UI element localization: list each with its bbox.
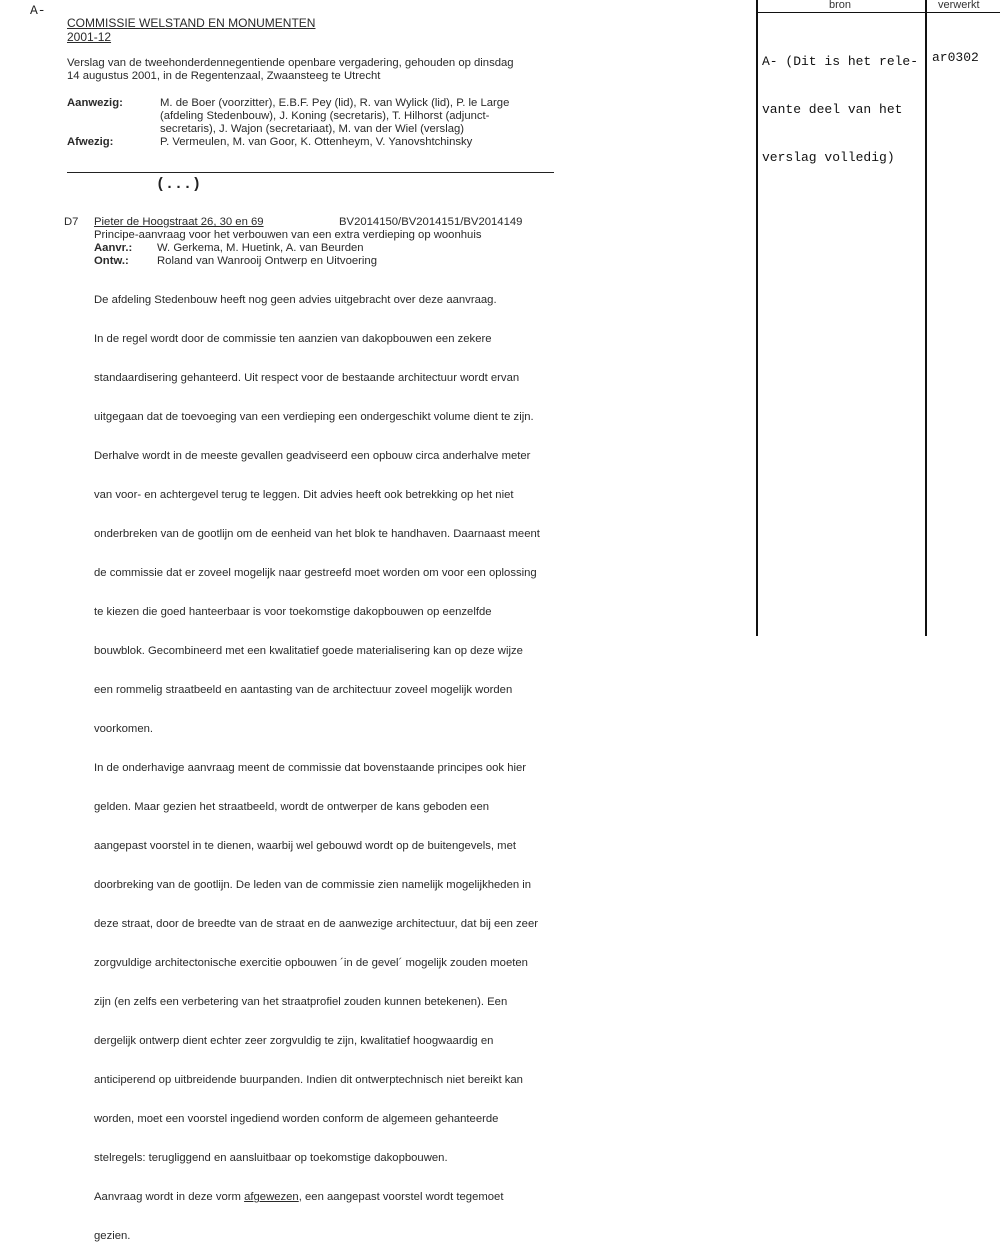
corner-mark: A- [30, 3, 46, 18]
item-subject: Principe-aanvraag voor het verbouwen van een extra verdieping op woonhuis [94, 229, 482, 241]
body-line: de commissie dat er zoveel mogelijk naar gestreefd moet worden om voor een oplossing [94, 567, 537, 579]
body-line: stelregels: terugliggend en aansluitbaar op toekomstige dakopbouwen. [94, 1152, 448, 1164]
body-line: zorgvuldige architectonische exercitie opbouwen ´in de gevel´ mogelijk zouden moeten [94, 957, 528, 969]
designer-name: Roland van Wanrooij Ontwerp en Uitvoering [157, 255, 377, 267]
absent-list: P. Vermeulen, M. van Goor, K. Ottenheym, V. Yanovshtchinsky [160, 136, 473, 148]
intro-line: 14 augustus 2001, in de Regentenzaal, Zwaansteeg te Utrecht [67, 70, 381, 82]
item-body [94, 268, 540, 1256]
bron-column-header: bron [829, 0, 852, 11]
body-line: worden, moet een voorstel ingediend worden conform de algemeen gehanteerde [94, 1113, 499, 1125]
table-header-rule [756, 12, 1000, 13]
body-line: deze straat, door de breedte van de straat en de aanwezige architectuur, dat bij een zeer [94, 918, 539, 930]
designer-label: Ontw.: [94, 255, 129, 267]
absent-label: Afwezig: [67, 136, 114, 148]
decision-line-end: gezien. [94, 1230, 131, 1242]
body-line: In de regel wordt door de commissie ten aanzien van dakopbouwen een zekere [94, 333, 492, 345]
body-line: een rommelig straatbeeld en aantasting van de architectuur zoveel mogelijk worden [94, 684, 513, 696]
body-line: De afdeling Stedenbouw heeft nog geen advies uitgebracht over deze aanvraag. [94, 294, 497, 306]
body-line: doorbreking van de gootlijn. De leden van de commissie zien namelijk mogelijkheden in [94, 879, 532, 891]
body-line: Derhalve wordt in de meeste gevallen geadviseerd een opbouw circa anderhalve meter [94, 450, 531, 462]
body-line: zijn (en zelfs een verbetering van het straatprofiel zouden kunnen betekenen). Een [94, 996, 508, 1008]
applicant-label: Aanvr.: [94, 242, 133, 254]
body-line: standaardisering gehanteerd. Uit respect voor de bestaande architectuur wordt ervan [94, 372, 520, 384]
bron-note-line: A- (Dit is het rele- [762, 54, 919, 69]
bron-note-line: verslag volledig) [762, 150, 895, 165]
bron-note-line: vante deel van het [762, 102, 903, 117]
present-line: M. de Boer (voorzitter), E.B.F. Pey (lid), R. van Wylick (lid), P. le Large [160, 97, 510, 109]
bron-note [762, 22, 918, 182]
item-address: Pieter de Hoogstraat 26, 30 en 69 [94, 216, 264, 228]
body-line: uitgegaan dat de toevoeging van een verdieping een ondergeschikt volume dient te zijn. [94, 411, 534, 423]
present-label: Aanwezig: [67, 97, 123, 109]
applicant-names: W. Gerkema, M. Huetink, A. van Beurden [157, 242, 364, 254]
decision-text-pre: Aanvraag wordt in deze vorm [94, 1191, 245, 1203]
committee-year: 2001-12 [67, 30, 112, 44]
decision-line [94, 1191, 540, 1204]
verwerkt-column-rule [925, 0, 927, 636]
item-number: D7 [64, 216, 79, 228]
body-line: bouwblok. Gecombineerd met een kwalitatief goede materialisering kan op deze wijze [94, 645, 523, 657]
body-line: In de onderhavige aanvraag meent de commissie dat bovenstaande principes ook hier [94, 762, 527, 774]
document-header [67, 17, 315, 44]
body-line: te kiezen die goed hanteerbaar is voor toekomstige dakopbouwen op eenzelfde [94, 606, 492, 618]
present-line: (afdeling Stedenbouw), J. Koning (secretaris), T. Hilhorst (adjunct- [160, 110, 490, 122]
body-line: anticiperend op uitbreidende buurpanden. Indien dit ontwerptechnisch niet bereikt kan [94, 1074, 523, 1086]
section-divider [67, 172, 554, 173]
item-codes: BV2014150/BV2014151/BV2014149 [339, 216, 523, 228]
present-list [160, 97, 509, 136]
body-line: gelden. Maar gezien het straatbeeld, wordt de ontwerper de kans geboden een [94, 801, 490, 813]
verwerkt-column-header: verwerkt [938, 0, 980, 11]
body-line: aangepast voorstel in te dienen, waarbij wel gebouwd wordt op de buitengevels, met [94, 840, 517, 852]
body-line: van voor- en achtergevel terug te leggen. Dit advies heeft ook betrekking op het niet [94, 489, 514, 501]
body-line: dergelijk ontwerp dient echter zeer zorgvuldig te zijn, kwalitatief hoogwaardig en [94, 1035, 494, 1047]
bron-column-left-rule [756, 0, 758, 636]
archive-code: ar0302 [932, 50, 979, 65]
present-line: secretaris), J. Wajon (secretariaat), M. van der Wiel (verslag) [160, 123, 465, 135]
intro-text [67, 57, 514, 83]
intro-line: Verslag van de tweehonderdennegentiende openbare vergadering, gehouden op dinsdag [67, 57, 514, 69]
decision-text-post: , een aangepast voorstel wordt tegemoet [298, 1191, 504, 1203]
omission-mark: (...) [156, 176, 202, 193]
item-details [94, 229, 481, 268]
decision-verdict: afgewezen [244, 1191, 299, 1203]
committee-title: COMMISSIE WELSTAND EN MONUMENTEN [67, 16, 316, 30]
body-line: voorkomen. [94, 723, 154, 735]
body-line: onderbreken van de gootlijn om de eenheid van het blok te handhaven. Daarnaast meent [94, 528, 540, 540]
